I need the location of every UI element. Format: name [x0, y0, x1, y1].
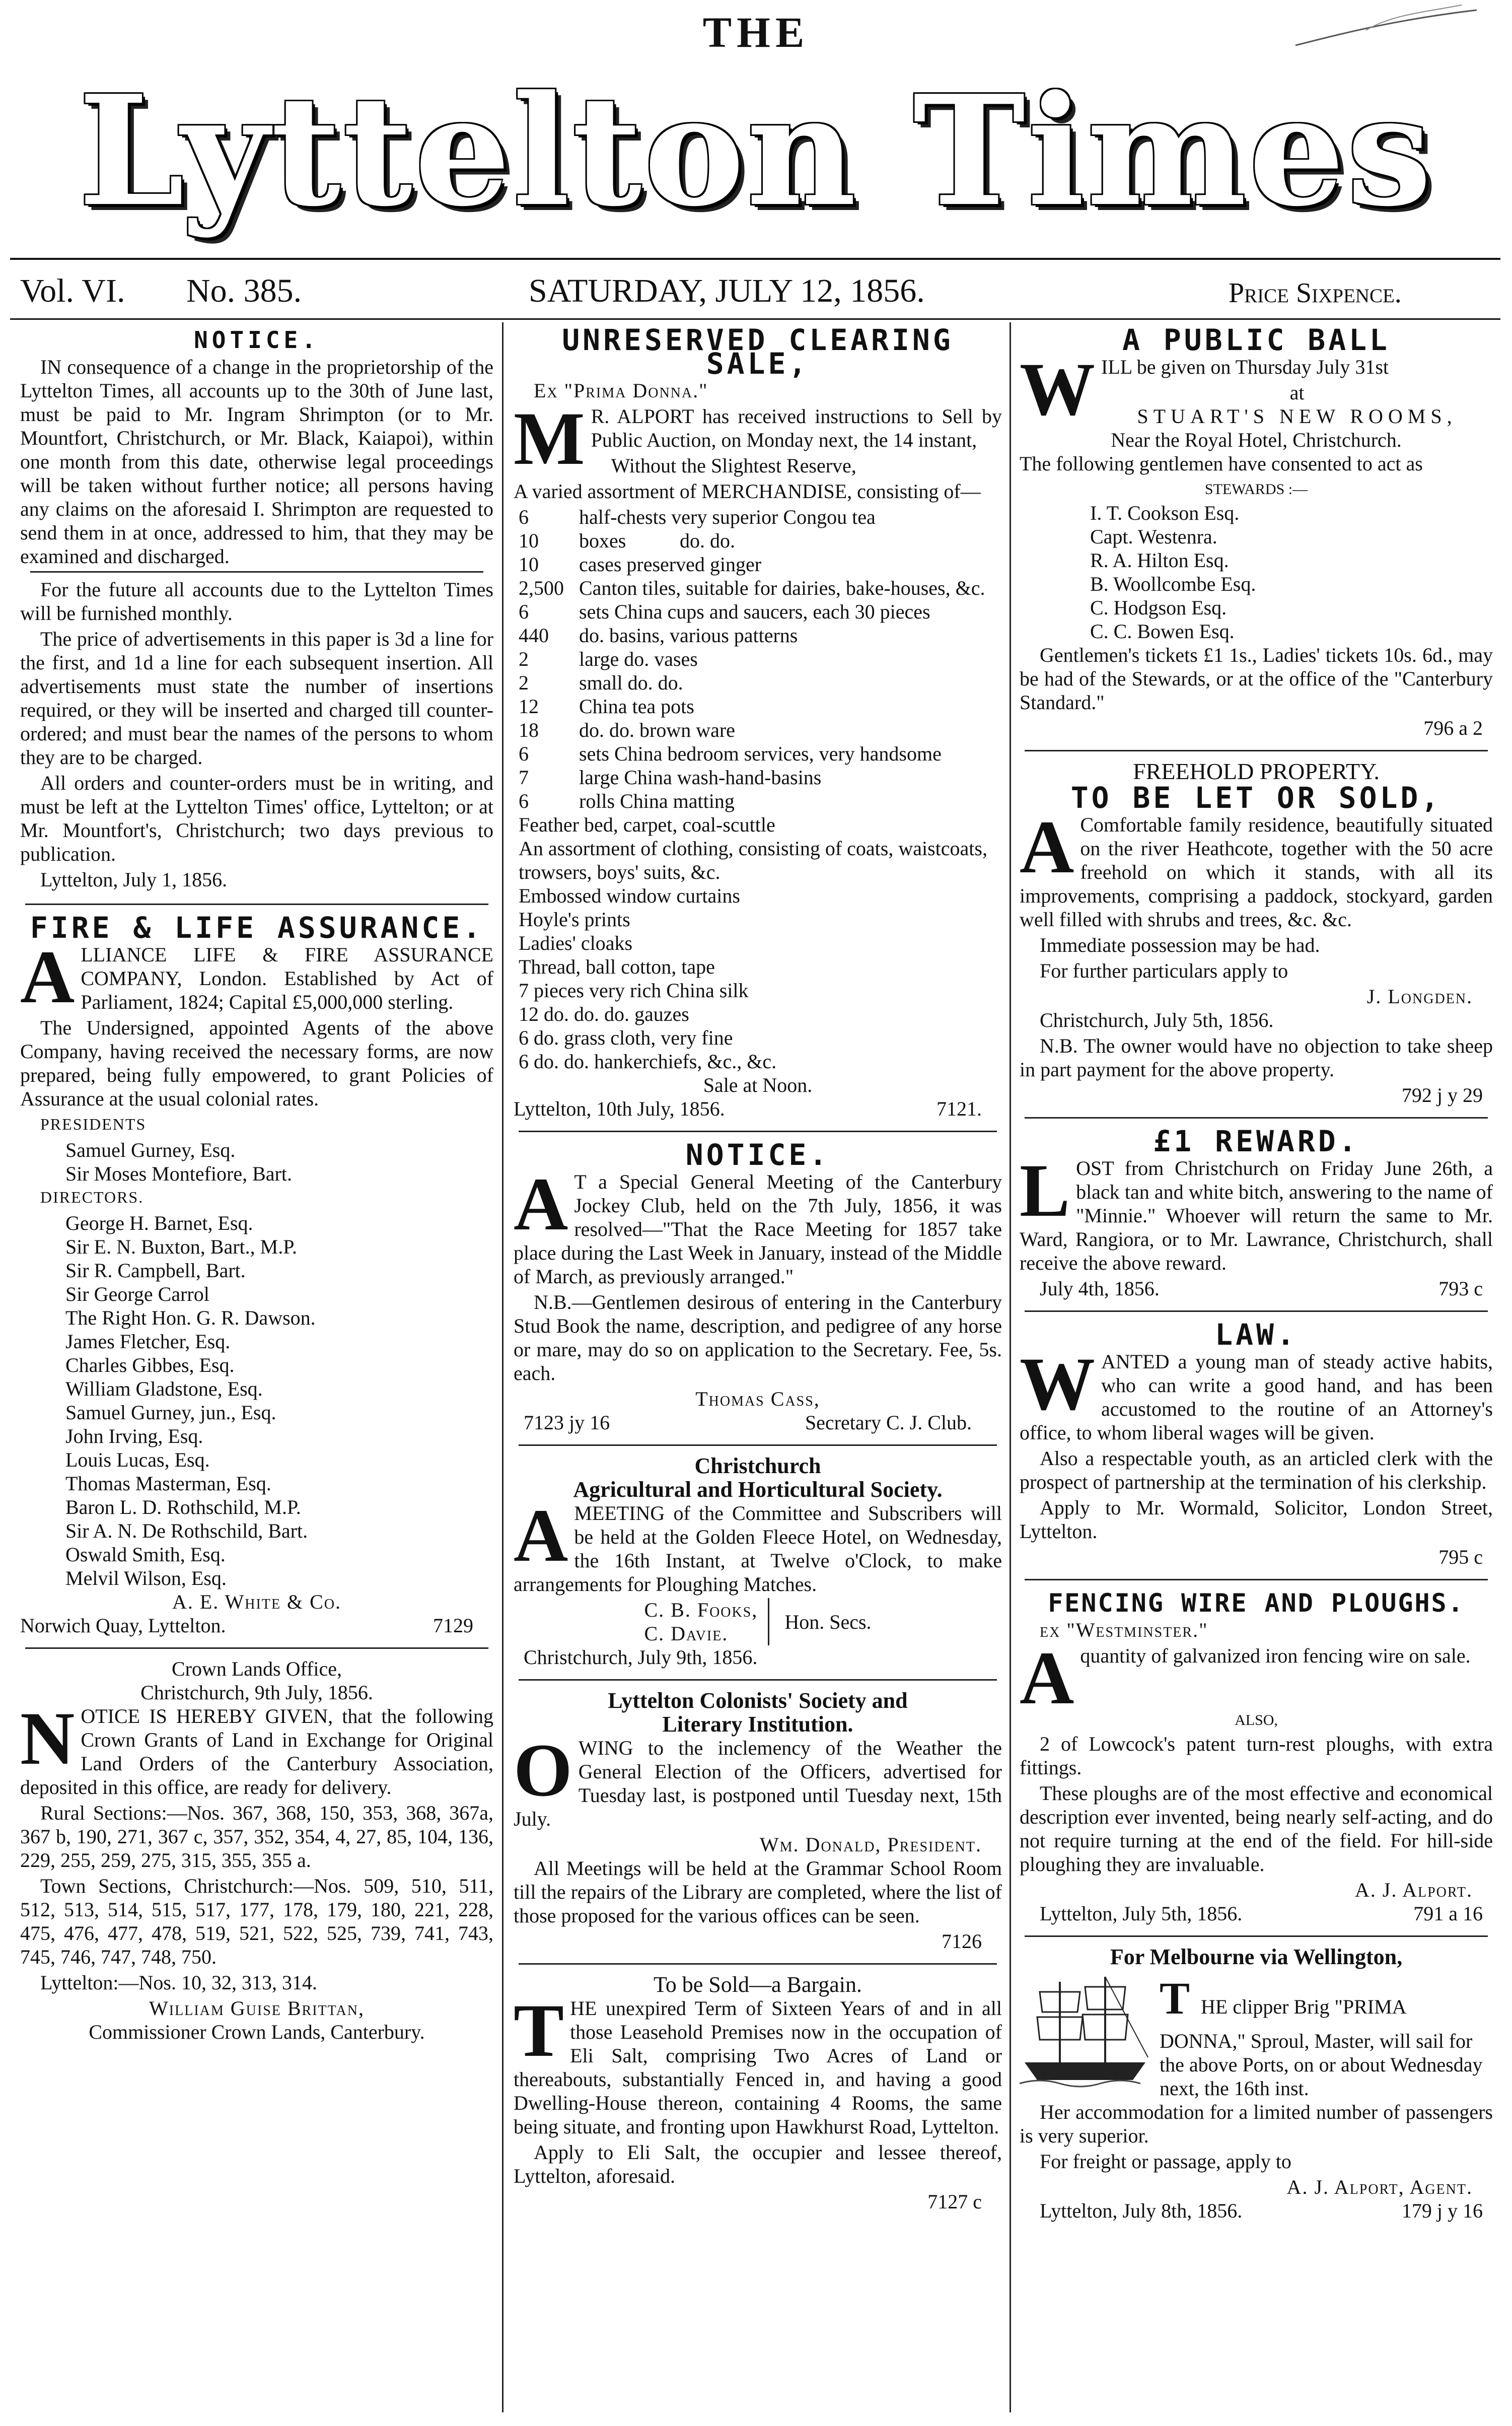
item-desc: half-chests very superior Congou tea: [579, 506, 876, 528]
separator: [1025, 1935, 1488, 1937]
drop-cap: T: [1160, 1974, 1190, 2024]
item-desc: large China wash-hand-basins: [579, 766, 822, 789]
crown-lyttelton: Lyttelton:—Nos. 10, 32, 313, 314.: [40, 1971, 317, 1994]
director: William Gladstone, Esq.: [65, 1377, 263, 1400]
freehold-ref: 792 j y 29: [1401, 1084, 1483, 1106]
clearing-sign: Lyttelton, 10th July, 1856.: [514, 1097, 725, 1120]
fencing-heading: FENCING WIRE AND PLOUGHS.: [1048, 1588, 1465, 1618]
item-qty: 2: [519, 648, 529, 670]
notice2-heading: NOTICE.: [685, 1138, 830, 1172]
item-qty: 10: [519, 553, 539, 576]
notice2-sign: Thomas Cass,: [695, 1388, 820, 1410]
agricultural-society-ad: [509, 1451, 1007, 1676]
ball-near: Near the Royal Hotel, Christchurch.: [1111, 429, 1402, 451]
agri-sign2: C. Davie.: [644, 1622, 729, 1645]
public-ball-ad: [1015, 322, 1498, 747]
presidents-label: PRESIDENTS: [40, 1115, 147, 1133]
stewards-label: STEWARDS :—: [1204, 481, 1308, 498]
masthead-the: THE: [702, 8, 810, 56]
item-desc: do. basins, various patterns: [579, 624, 798, 647]
stewards-list: [1020, 501, 1493, 643]
reward-footer: [1020, 1277, 1493, 1300]
colonists-p1: WING to the inclemency of the Weather the General Election of the Officers, advertised for Tuesday last, is postponed until Tuesday next, 15th July.: [514, 1737, 1002, 1830]
item-qty: 7: [519, 766, 529, 789]
freehold-place: Christchurch, July 5th, 1856.: [1040, 1009, 1274, 1031]
freehold-p4: N.B. The owner would have no objection to take sheep in part payment for the above property.: [1020, 1034, 1493, 1081]
president: Sir Moses Montefiore, Bart.: [65, 1162, 292, 1185]
dateline: [20, 267, 1490, 322]
law-p2: Also a respectable youth, as an articled clerk with the prospect of partnership at the termination of his clerkship.: [1020, 1447, 1493, 1493]
drop-cap: A: [1020, 1636, 1074, 1720]
ball-p1: ILL be given on Thursday July 31st: [1101, 356, 1389, 378]
item-line: 7 pieces very rich China silk: [519, 979, 749, 1002]
freehold-ad: [1015, 756, 1498, 1114]
bargain-ref: 7127 c: [927, 2190, 982, 2213]
clearing-p1: R. ALPORT has received instructions to Sell by Public Auction, on Monday next, the 14 instant,: [591, 405, 1002, 451]
agri-heading1: Christchurch: [694, 1453, 821, 1478]
director: Sir A. N. De Rothschild, Bart.: [65, 1519, 308, 1542]
reward-ref: 793 c: [1438, 1277, 1483, 1300]
fencing-also: ALSO,: [1235, 1712, 1278, 1728]
masthead-rule-bottom: [10, 318, 1500, 320]
crown-sign2: Commissioner Crown Lands, Canterbury.: [89, 2021, 425, 2043]
sailing-ship-icon: [1020, 1972, 1150, 2088]
crown-p1: OTICE IS HEREBY GIVEN, that the following Crown Grants of Land in Exchange for Original Land Orders of the Canterbury Association, deposited in this office, are ready for delivery.: [20, 1705, 493, 1798]
column-divider-1: [502, 322, 503, 2412]
item-line: 6 do. grass cloth, very fine: [519, 1026, 733, 1049]
colonists-heading1: Lyttelton Colonists' Society and: [608, 1688, 908, 1713]
melbourne-ship-ad: [1015, 1942, 1498, 2230]
melbourne-p2: Her accommodation for a limited number of passengers is very superior.: [1020, 2101, 1493, 2147]
agri-signatories: [514, 1598, 1002, 1645]
steward: C. C. Bowen Esq.: [1090, 620, 1235, 643]
ball-p3: Gentlemen's tickets £1 1s., Ladies' tickets 10s. 6d., may be had of the Stewards, or at the office of the "Canterbury Standard.": [1020, 644, 1493, 714]
column-divider-2: [1010, 322, 1011, 2412]
masthead-rule-top: [10, 258, 1500, 260]
clearing-heading: UNRESERVED CLEARING SALE,: [562, 323, 954, 381]
director: John Irving, Esq.: [65, 1425, 203, 1447]
director: Samuel Gurney, jun., Esq.: [65, 1401, 276, 1424]
separator: [30, 571, 483, 573]
separator: [25, 904, 488, 905]
separator: [519, 1963, 997, 1965]
separator: [1025, 1117, 1488, 1119]
separator: [519, 1131, 997, 1132]
drop-cap: O: [514, 1728, 572, 1812]
separator: [1025, 1310, 1488, 1312]
item-line: An assortment of clothing, consisting of coats, waistcoats, trowsers, boys' suits, &c.: [519, 837, 987, 883]
ball-p2: The following gentlemen have consented to act as: [1020, 452, 1423, 475]
bargain-p2: Apply to Eli Salt, the occupier and lessee thereof, Lyttelton, aforesaid.: [514, 2141, 1002, 2187]
item-qty: 18: [519, 719, 539, 741]
melbourne-heading: For Melbourne via Wellington,: [1110, 1945, 1403, 1969]
steward: B. Woollcombe Esq.: [1090, 573, 1256, 595]
notice2-role: Secretary C. J. Club.: [805, 1411, 972, 1434]
column-3: [1015, 322, 1498, 2230]
colonists-society-ad: [509, 1686, 1007, 1960]
bargain-p1: HE unexpired Term of Sixteen Years of and in all those Leasehold Premises now in the occupation of Eli Salt, comprising Two Acres of Land or thereabouts, substantially Fenced in, and having a good Dwelling-House thereon, containing 4 Rooms, the same being situate, and fronting upon Hawkhurst Road, Lyttelton.: [514, 1997, 1002, 2138]
clearing-sale-time: Sale at Noon.: [703, 1074, 813, 1096]
melbourne-sign: A. J. Alport, Agent.: [1286, 2176, 1473, 2198]
fencing-ref: 791 a 16: [1413, 1902, 1483, 1925]
fire-address: Norwich Quay, Lyttelton.: [20, 1614, 226, 1637]
melbourne-place: Lyttelton, July 8th, 1856.: [1040, 2199, 1243, 2222]
price: Price Sixpence.: [1229, 278, 1402, 309]
freehold-heading1: FREEHOLD PROPERTY.: [1133, 758, 1380, 784]
clearing-p2: Without the Slightest Reserve,: [611, 454, 856, 477]
fencing-p1: quantity of galvanized iron fencing wire on sale.: [1080, 1644, 1471, 1667]
agri-p1: MEETING of the Committee and Subscribers will be held at the Golden Fleece Hotel, on Wednesday, the 16th Instant, at Twelve o'Clock, to make arrangements for Ploughing Matches.: [514, 1502, 1002, 1596]
colonists-ref: 7126: [942, 1930, 982, 1953]
item-line: Embossed window curtains: [519, 884, 740, 907]
item-qty: 440: [519, 624, 549, 647]
crown-lands-ad: [15, 1654, 498, 2051]
fire-assurance-ad: [15, 910, 498, 1644]
fencing-place: Lyttelton, July 5th, 1856.: [1040, 1902, 1243, 1925]
item-line: 12 do. do. do. gauzes: [519, 1003, 689, 1025]
ball-heading: A PUBLIC BALL: [1122, 323, 1390, 357]
notice2-p2: N.B.—Gentlemen desirous of entering in the Canterbury Stud Book the name, description, and pedigree of any horse or mare, may do so on application to the Secretary. Fee, 5s. each.: [514, 1291, 1002, 1384]
item-qty: 2: [519, 671, 529, 694]
item-line: Ladies' cloaks: [519, 932, 633, 954]
law-heading: LAW.: [1215, 1318, 1298, 1352]
melbourne-ref: 179 j y 16: [1401, 2199, 1483, 2222]
freehold-heading2: TO BE LET OR SOLD,: [1070, 781, 1442, 815]
fire-p1: LLIANCE LIFE & FIRE ASSURANCE COMPANY, London. Established by Act of Parliament, 1824; Capital £5,000,000 sterling.: [81, 943, 493, 1013]
masthead-title: Lyttelton Times: [78, 62, 1434, 240]
melbourne-p3: For freight or passage, apply to: [1040, 2150, 1291, 2173]
separator: [25, 1647, 488, 1649]
drop-cap: A: [514, 1494, 568, 1577]
fire-p2: The Undersigned, appointed Agents of the above Company, having received the necessary forms, are now prepared, being fully empowered, to grant Policies of Assurance at the usual colonial rates.: [20, 1016, 493, 1110]
reward-heading: £1 REWARD.: [1153, 1124, 1359, 1158]
jockey-club-notice-ad: [509, 1137, 1007, 1441]
item-line: Feather bed, carpet, coal-scuttle: [519, 813, 775, 836]
reward-p1: OST from Christchurch on Friday June 26th, a black tan and white bitch, answering to the name of "Minnie." Whoever will return the same to Mr. Ward, Rangiora, or to Mr. Lawrance, Christchurch, shall receive the above reward.: [1020, 1157, 1493, 1274]
director: Sir R. Campbell, Bart.: [65, 1259, 246, 1282]
freehold-p3: For further particulars apply to: [1040, 959, 1288, 982]
item-qty: 6: [519, 506, 529, 528]
separator: [1025, 750, 1488, 751]
bargain-heading: To be Sold—a Bargain.: [653, 1972, 862, 1997]
drop-cap: W: [1020, 348, 1095, 431]
item-desc: cases preserved ginger: [579, 553, 762, 576]
item-ditto: do. do.: [680, 529, 735, 552]
ball-ref: 796 a 2: [1423, 717, 1483, 739]
law-ref: 795 c: [1438, 1546, 1483, 1568]
director: Oswald Smith, Esq.: [65, 1543, 226, 1566]
item-desc: large do. vases: [579, 648, 698, 670]
item-line: Thread, ball cotton, tape: [519, 955, 715, 978]
melbourne-footer: [1020, 2199, 1493, 2223]
clearing-sale-ad: [509, 322, 1007, 1128]
director: James Fletcher, Esq.: [65, 1330, 231, 1353]
colonists-heading2: Literary Institution.: [662, 1712, 853, 1737]
notice-ad: [15, 322, 498, 900]
director: Melvil Wilson, Esq.: [65, 1567, 227, 1589]
president: Samuel Gurney, Esq.: [65, 1139, 236, 1161]
crown-place: Christchurch, 9th July, 1856.: [140, 1681, 373, 1704]
director: Sir George Carrol: [65, 1283, 209, 1305]
fencing-wire-ad: [1015, 1585, 1498, 1932]
presidents-list: [20, 1138, 493, 1186]
crown-town: Town Sections, Christchurch:—Nos. 509, 510, 511, 512, 513, 514, 515, 517, 177, 178, 179, 180, 221, 228, 475, 476, 477, 478, 519, 521, 522, 525, 739, 741, 743, 745, 746, 747, 748, 750.: [20, 1875, 493, 1968]
separator: [519, 1444, 997, 1446]
item-qty: 10: [519, 529, 539, 552]
notice2-ref: 7123 jy 16: [524, 1411, 610, 1434]
clearing-footer: [514, 1097, 1002, 1121]
crown-sign1: William Guise Brittan,: [149, 1997, 365, 2020]
handwritten-scribble: [1290, 0, 1482, 55]
fire-footer: [20, 1614, 493, 1637]
agri-heading2: Agricultural and Horticultural Society.: [573, 1477, 943, 1502]
drop-cap: A: [514, 1162, 568, 1246]
director: Thomas Masterman, Esq.: [65, 1472, 271, 1495]
merchandise-table: [514, 505, 1002, 813]
column-1: [15, 322, 498, 2051]
ball-venue: STUART'S NEW ROOMS,: [1137, 405, 1457, 428]
directors-label: DIRECTORS.: [40, 1188, 144, 1206]
law-p1: ANTED a young man of steady active habits, who can write a good hand, and has been accustomed to the routine of an Attorney's office, to whom liberal wages will be given.: [1020, 1350, 1493, 1444]
item-desc: China tea pots: [579, 695, 694, 718]
ball-at: at: [1289, 381, 1305, 404]
item-qty: 6: [519, 790, 529, 812]
bargain-ad: [509, 1970, 1007, 2221]
director: Louis Lucas, Esq.: [65, 1448, 210, 1471]
separator: [519, 1679, 997, 1681]
item-qty: 6: [519, 600, 529, 623]
law-ad: [1015, 1317, 1498, 1576]
issue-date: SATURDAY, JULY 12, 1856.: [529, 272, 925, 309]
director: George H. Barnet, Esq.: [65, 1212, 253, 1234]
clearing-p3: A varied assortment of MERCHANDISE, consisting of—: [514, 480, 981, 503]
issue-number: No. 385.: [186, 272, 302, 309]
melbourne-p1: HE clipper Brig "PRIMA DONNA," Sproul, Master, will sail for the above Ports, on or about Wednesday next, the 16th inst.: [1160, 1995, 1483, 2100]
freehold-p1: Comfortable family residence, beautifully situated on the river Heathcote, together with the 50 acre freehold on which it stands, with all its improvements, comprising a paddock, stockyard, garden well filled with shrubs and trees, &c. &c.: [1020, 813, 1493, 931]
agri-role: Hon. Secs.: [784, 1610, 872, 1633]
colonists-sign: Wm. Donald, President.: [759, 1833, 982, 1856]
steward: C. Hodgson Esq.: [1090, 596, 1227, 619]
item-line: Hoyle's prints: [519, 908, 630, 931]
drop-cap: A: [20, 935, 75, 1019]
item-qty: 2,500: [519, 577, 564, 599]
drop-cap: T: [514, 1989, 564, 2072]
clearing-sub: Ex "Prima Donna.": [534, 379, 708, 402]
notice-p1: IN consequence of a change in the proprietorship of the Lyttelton Times, all accounts up to the 30th of June last, must be paid to Mr. Ingram Shrimpton (or to Mr. Mountfort, Christchurch, or Mr. Black, Kaiapoi), within one month from this date, otherwise legal proceedings will be taken without further notice; all persons having any claims on the aforesaid I. Shrimpton are requested to send them in at once, addressed to him, that they may be examined and discharged.: [20, 356, 493, 568]
fencing-footer: [1020, 1902, 1493, 1925]
agri-sign1: C. B. Fooks,: [644, 1599, 758, 1621]
item-desc: do. do. brown ware: [579, 719, 735, 741]
reward-ad: [1015, 1124, 1498, 1307]
steward: R. A. Hilton Esq.: [1090, 549, 1229, 572]
notice-p3: The price of advertisements in this paper is 3d a line for the first, and 1d a line for each subsequent insertion. All advertisements must state the number of insertions required, or they will be inserted and charged till counter-ordered; and must bear the names of the persons to whom they are to be charged.: [20, 628, 493, 769]
reward-date: July 4th, 1856.: [1040, 1277, 1160, 1300]
director: Charles Gibbes, Esq.: [65, 1354, 235, 1376]
fencing-sign: A. J. Alport.: [1354, 1879, 1473, 1901]
steward: I. T. Cookson Esq.: [1090, 502, 1240, 524]
freehold-sign: J. Longden.: [1366, 985, 1473, 1008]
directors-list: [20, 1211, 493, 1590]
item-desc: Canton tiles, suitable for dairies, bake-houses, &c.: [579, 577, 985, 599]
law-p3: Apply to Mr. Wormald, Solicitor, London Street, Lyttelton.: [1020, 1496, 1493, 1543]
notice2-footer: [514, 1411, 1002, 1434]
freehold-p2: Immediate possession may be had.: [1040, 934, 1320, 956]
notice-sign: Lyttelton, July 1, 1856.: [40, 868, 228, 891]
item-desc: small do. do.: [579, 671, 683, 694]
item-qty: 6: [519, 742, 529, 765]
drop-cap: N: [20, 1697, 75, 1780]
item-line: 6 do. do. hankerchiefs, &c., &c.: [519, 1050, 777, 1073]
director: Baron L. D. Rothschild, M.P.: [65, 1496, 301, 1518]
notice-p2: For the future all accounts due to the Lyttelton Times will be furnished monthly.: [20, 578, 493, 625]
drop-cap: L: [1020, 1149, 1070, 1232]
drop-cap: A: [1020, 805, 1074, 889]
column-2: [509, 322, 1007, 2221]
steward: Capt. Westenra.: [1090, 525, 1217, 548]
fencing-p3: These ploughs are of the most effective and economical description ever invented, being nearly self-acting, and do not require turning at the end of the field. For hill-side ploughing they are invaluable.: [1020, 1782, 1493, 1876]
item-desc: boxes: [579, 529, 626, 552]
crown-office: Crown Lands Office,: [171, 1657, 342, 1680]
fire-heading: FIRE & LIFE ASSURANCE.: [30, 911, 484, 945]
volume: Vol. VI.: [20, 272, 125, 309]
agri-place: Christchurch, July 9th, 1856.: [524, 1646, 758, 1669]
fencing-p2: 2 of Lowcock's patent turn-rest ploughs, with extra fittings.: [1020, 1732, 1493, 1779]
item-qty: 12: [519, 695, 539, 718]
drop-cap: M: [514, 397, 585, 480]
director: The Right Hon. G. R. Dawson.: [65, 1306, 316, 1329]
notice2-p1: T a Special General Meeting of the Canterbury Jockey Club, held on the 7th July, 1856, it was resolved—"That the Race Meeting for 1857 take place during the Last Week in January, instead of the Middle of March, as previously arranged.": [514, 1170, 1002, 1288]
separator: [1025, 1579, 1488, 1580]
notice-heading: NOTICE.: [194, 326, 320, 354]
item-desc: sets China cups and saucers, each 30 pieces: [579, 600, 930, 623]
crown-rural: Rural Sections:—Nos. 367, 368, 150, 353, 368, 367a, 367 b, 190, 271, 367 c, 357, 352, 354, 4, 27, 85, 104, 136, 229, 255, 259, 275, 315, 355, 355 a.: [20, 1801, 493, 1872]
item-desc: sets China bedroom services, very handsome: [579, 742, 942, 765]
merchandise-more: [514, 813, 1002, 1073]
fencing-sub: ex "Westminster.": [1040, 1619, 1208, 1641]
fire-ref: 7129: [433, 1614, 473, 1637]
notice-p4: All orders and counter-orders must be in writing, and must be left at the Lyttelton Times' office, Lyttelton; or at Mr. Mountfort's, Christchurch; two days previous to publication.: [20, 772, 493, 865]
director: Sir E. N. Buxton, Bart., M.P.: [65, 1235, 298, 1258]
drop-cap: W: [1020, 1342, 1095, 1426]
item-desc: rolls China matting: [579, 790, 735, 812]
fire-agent: A. E. White & Co.: [172, 1590, 342, 1613]
clearing-ref: 7121.: [937, 1097, 982, 1120]
colonists-p2: All Meetings will be held at the Grammar School Room till the repairs of the Library are completed, where the list of those proposed for the various offices can be seen.: [514, 1857, 1002, 1927]
